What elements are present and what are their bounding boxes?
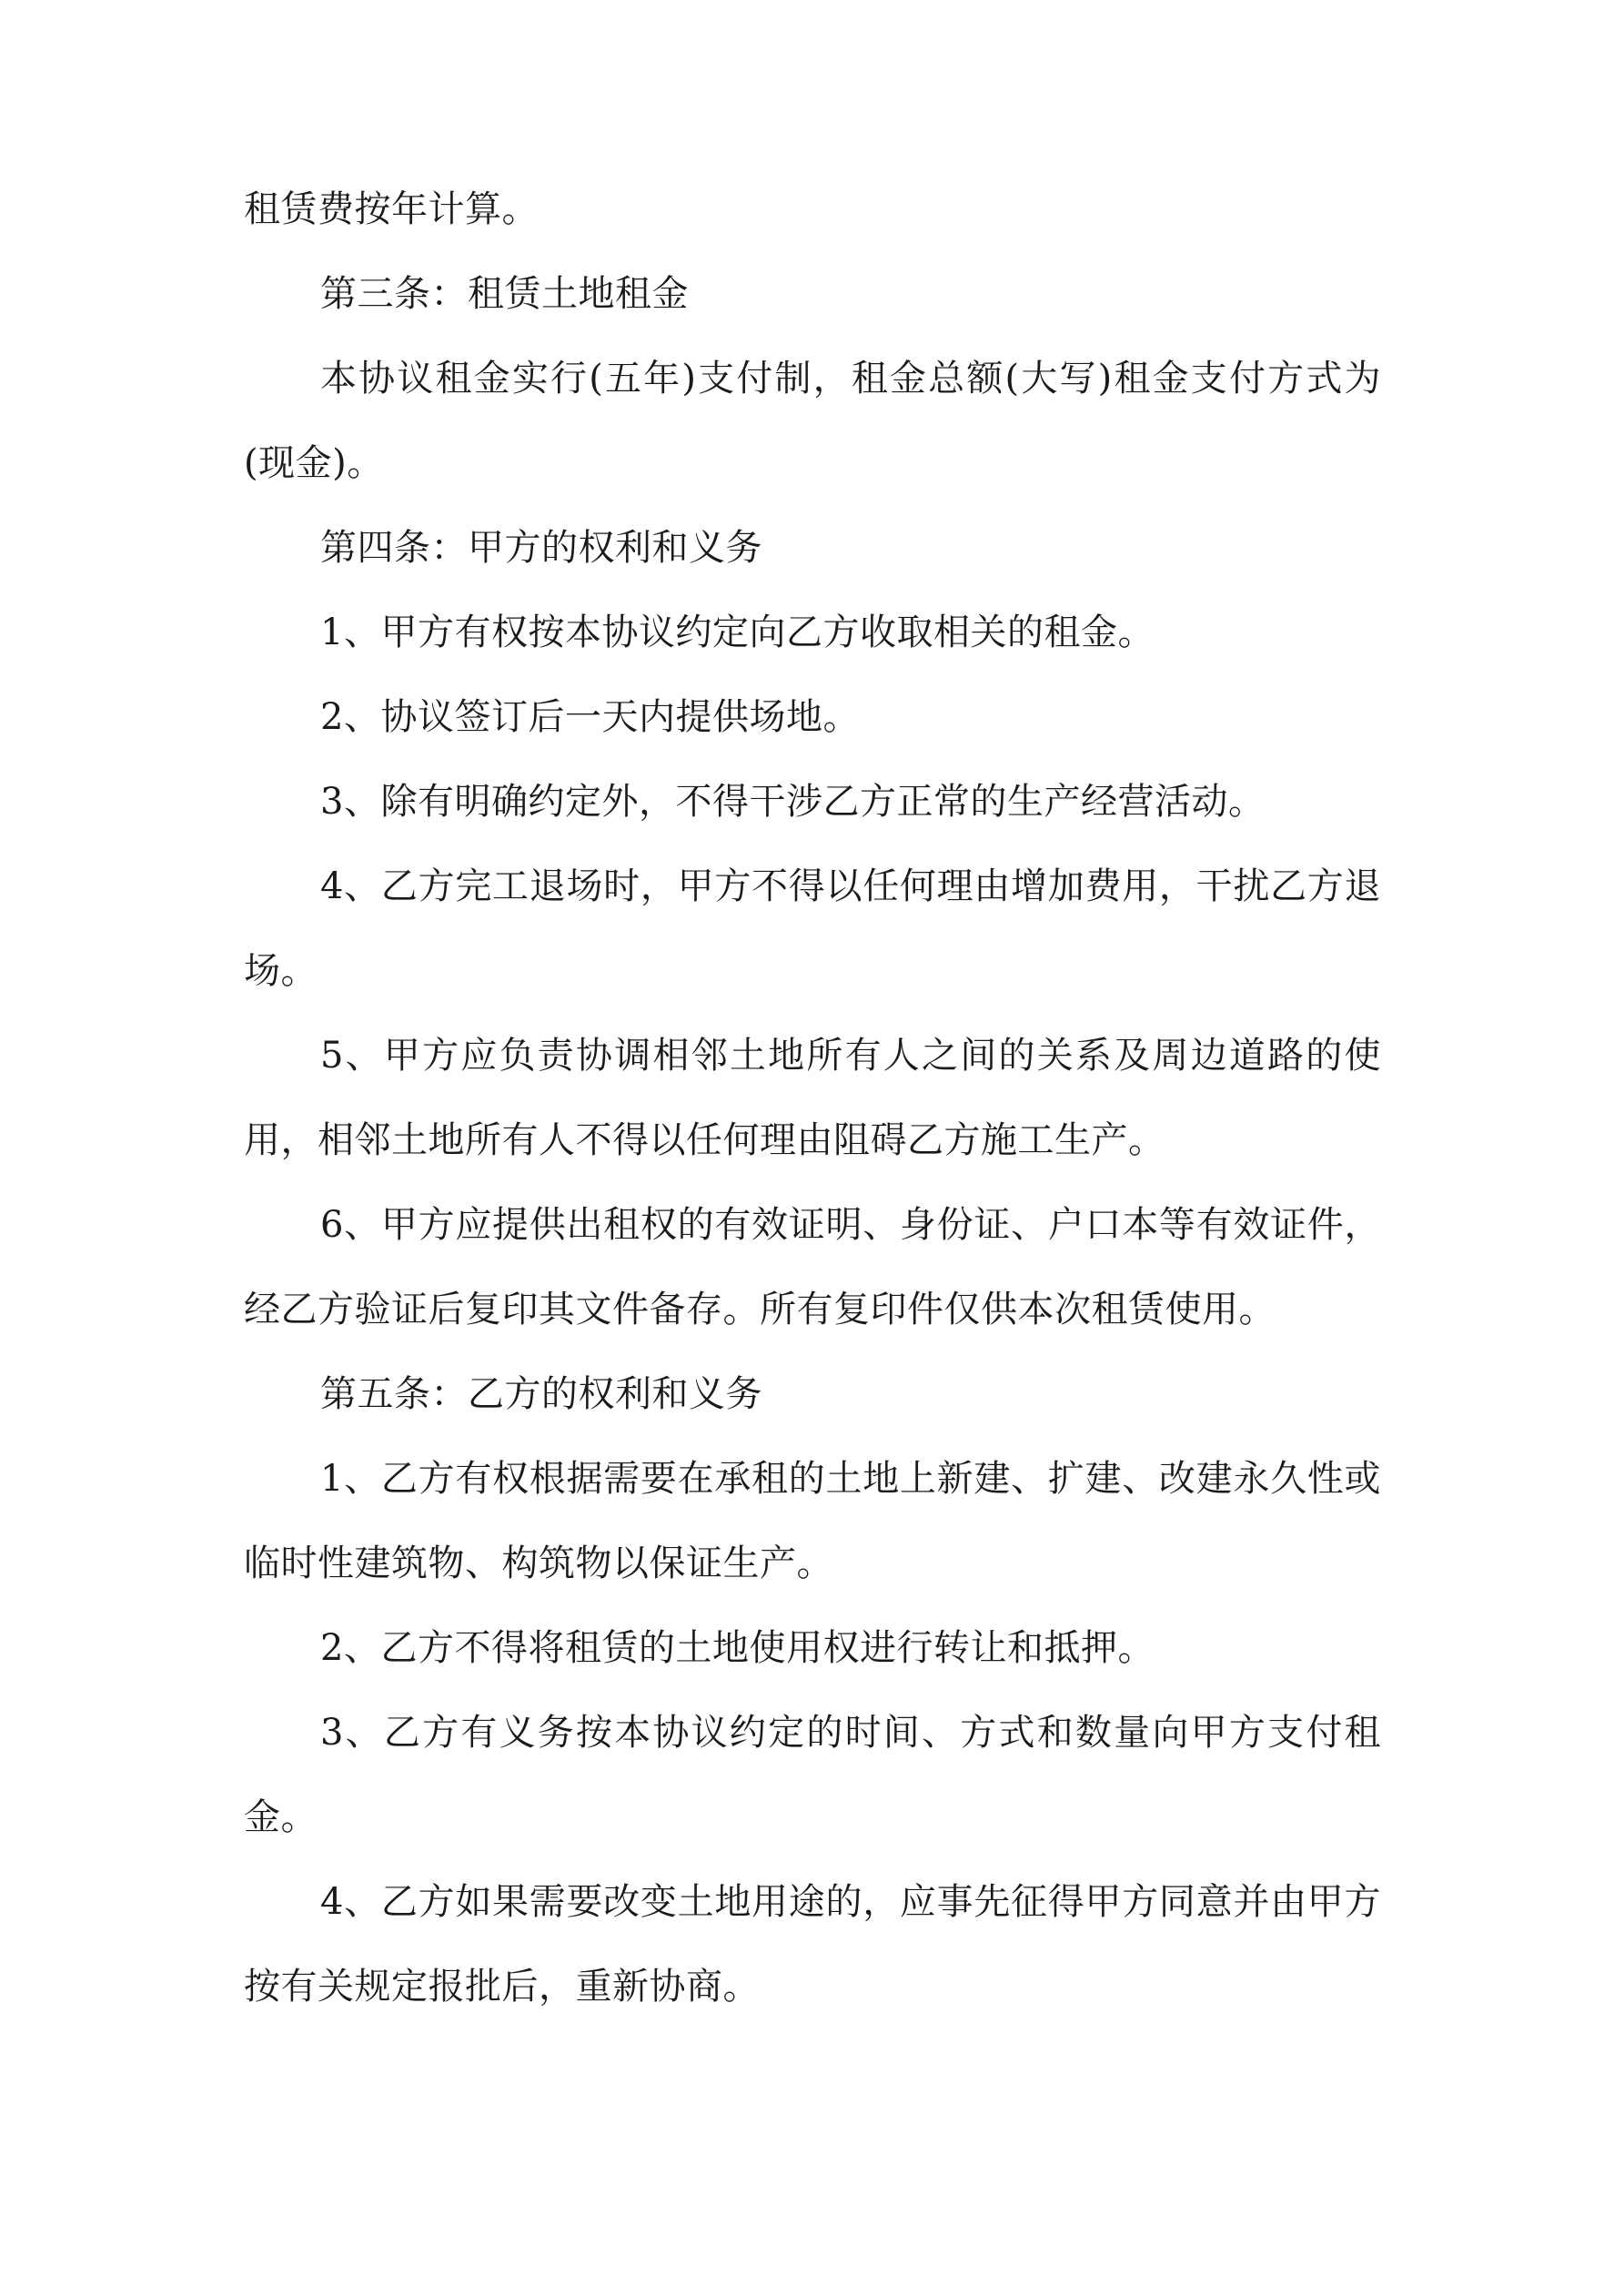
- article-5-item-3: 3、乙方有义务按本协议约定的时间、方式和数量向甲方支付租金。: [244, 1712, 1381, 1838]
- article-4-item-1: 1、甲方有权按本协议约定向乙方收取相关的租金。: [320, 612, 1155, 653]
- article-5-heading: 第五条：乙方的权利和义务: [320, 1373, 762, 1415]
- article-4-item-6: 6、甲方应提供出租权的有效证明、身份证、户口本等有效证件，经乙方验证后复印其文件备存。所有复印件仅供本次租赁使用。: [244, 1204, 1381, 1330]
- article-4-item-3: 3、除有明确约定外，不得干涉乙方正常的生产经营活动。: [320, 781, 1266, 823]
- article-3-heading: 第三条：租赁土地租金: [320, 273, 689, 315]
- article-4-item-4: 4、乙方完工退场时，甲方不得以任何理由增加费用，干扰乙方退场。: [244, 865, 1381, 992]
- paragraph-continuation: 租赁费按年计算。: [244, 188, 539, 230]
- article-4-item-5: 5、甲方应负责协调相邻土地所有人之间的关系及周边道路的使用，相邻土地所有人不得以任何理由阻碍乙方施工生产。: [244, 1035, 1381, 1161]
- article-3-text: 本协议租金实行(五年)支付制，租金总额(大写)租金支付方式为(现金)。: [244, 358, 1381, 484]
- article-5-item-2: 2、乙方不得将租赁的土地使用权进行转让和抵押。: [320, 1627, 1155, 1669]
- article-5-item-1: 1、乙方有权根据需要在承租的土地上新建、扩建、改建永久性或临时性建筑物、构筑物以保证生产。: [244, 1458, 1381, 1584]
- article-4-item-2: 2、协议签订后一天内提供场地。: [320, 696, 860, 738]
- article-5-item-4: 4、乙方如果需要改变土地用途的，应事先征得甲方同意并由甲方按有关规定报批后，重新协商。: [244, 1881, 1381, 2008]
- document-body: [244, 167, 1381, 2029]
- article-4-heading: 第四条：甲方的权利和义务: [320, 527, 762, 569]
